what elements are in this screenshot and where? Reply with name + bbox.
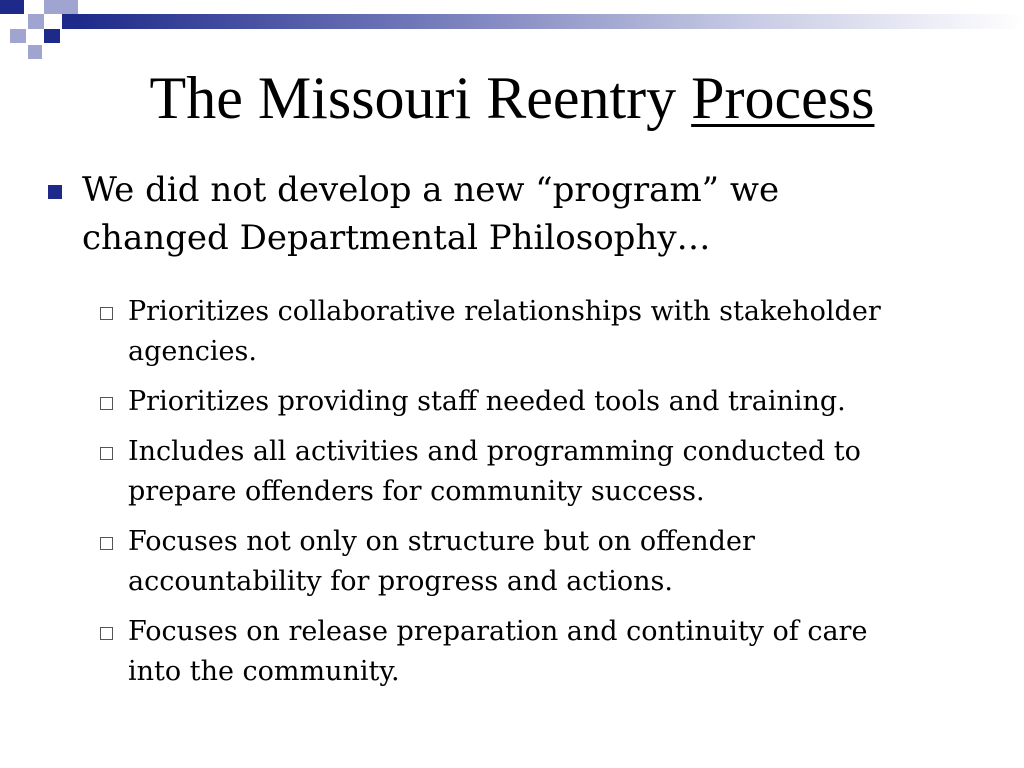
main-bullet: [0, 166, 842, 262]
sub-bullet-list: [0, 292, 1024, 692]
header-decoration: [0, 0, 1024, 70]
square-bullet-icon: [48, 185, 62, 199]
sub-bullet-line: into the community.: [128, 656, 400, 687]
decor-square: [28, 45, 42, 59]
sub-bullet: [0, 432, 968, 512]
hollow-square-bullet-icon: [100, 447, 113, 460]
sub-bullet: [0, 522, 968, 602]
hollow-square-bullet-icon: [100, 307, 113, 320]
decor-square: [44, 29, 60, 43]
sub-bullet-line: Prioritizes providing staff needed tools and training.: [128, 386, 846, 417]
main-bullet-line: We did not develop a new “program” we: [82, 170, 780, 210]
sub-bullet-line: Focuses on release preparation and continuity of care: [128, 616, 868, 647]
sub-bullet-line: Prioritizes collaborative relationships with stakeholder: [128, 296, 881, 327]
decor-square: [28, 14, 44, 29]
hollow-square-bullet-icon: [100, 627, 113, 640]
slide-title: [0, 62, 1024, 134]
title-main: The Missouri Reentry: [149, 65, 677, 131]
decor-square: [62, 14, 78, 29]
sub-bullet-line: accountability for progress and actions.: [128, 566, 673, 597]
decor-square: [10, 29, 26, 43]
decor-square: [44, 0, 78, 14]
main-bullet-line: changed Departmental Philosophy…: [82, 218, 711, 258]
decor-square: [0, 0, 24, 14]
sub-bullet-line: Includes all activities and programming conducted to: [128, 436, 861, 467]
sub-bullet: [0, 382, 968, 422]
sub-bullet-line: agencies.: [128, 336, 257, 367]
sub-bullet: [0, 612, 968, 692]
header-gradient-bar: [78, 14, 1024, 29]
slide-content: [0, 166, 1024, 702]
hollow-square-bullet-icon: [100, 397, 113, 410]
sub-bullet: [0, 292, 968, 372]
sub-bullet-line: Focuses not only on structure but on offender: [128, 526, 755, 557]
title-underlined: Process: [691, 65, 875, 131]
hollow-square-bullet-icon: [100, 537, 113, 550]
sub-bullet-line: prepare offenders for community success.: [128, 476, 705, 507]
